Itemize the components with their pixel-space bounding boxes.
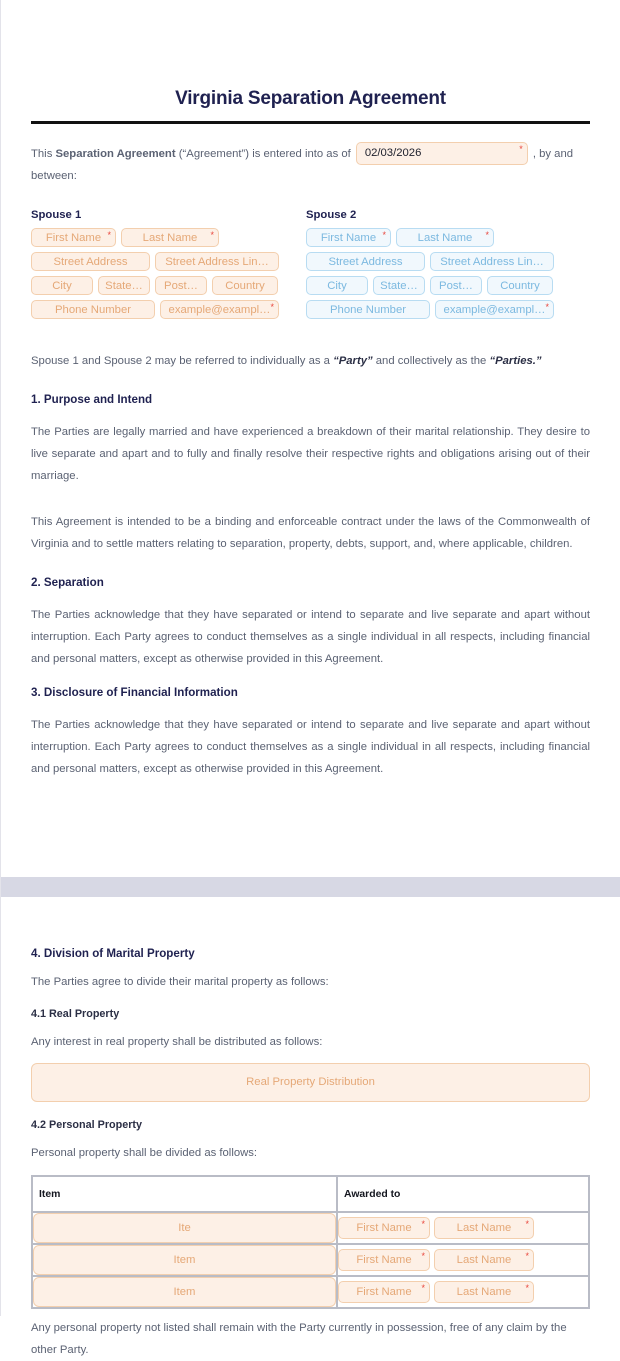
required-asterisk-icon: * <box>270 302 274 312</box>
spouse-2-city-input[interactable]: City <box>306 276 368 295</box>
spouse-1-postal-code-input[interactable]: Post… <box>155 276 207 295</box>
spouse-1-street-address-2-input[interactable]: Street Address Lin… <box>155 252 279 271</box>
spouse-2-phone-input[interactable]: Phone Number <box>306 300 430 319</box>
spouse-1-name-row <box>31 228 306 247</box>
spouse-2-street-address-2-input[interactable]: Street Address Lin… <box>430 252 554 271</box>
table-row <box>32 1276 589 1308</box>
spouse-2-name-row <box>306 228 581 247</box>
spouse-2-block <box>306 209 581 324</box>
parties-definition-paragraph: Spouse 1 and Spouse 2 may be referred to individually as a “Party” and collectively as the “Parties.” <box>31 355 542 367</box>
required-asterisk-icon: * <box>485 230 489 240</box>
party-term: “Party” <box>333 355 373 367</box>
awarded-first-name-row-3[interactable]: First Name * <box>338 1281 430 1303</box>
spouse-2-first-name-input[interactable]: First Name * <box>306 228 391 247</box>
intro-italic-agreement: Agreement <box>186 147 242 160</box>
cell-awarded-to <box>337 1244 589 1276</box>
page-break-divider <box>0 877 620 897</box>
section-2-heading: 2. Separation <box>31 576 104 589</box>
personal-property-table <box>31 1175 590 1309</box>
spouse-2-country-input[interactable]: Country <box>487 276 553 295</box>
required-asterisk-icon: * <box>525 1219 529 1229</box>
required-asterisk-icon: * <box>519 144 523 154</box>
spouse-1-street-address-input[interactable]: Street Address <box>31 252 150 271</box>
awarded-last-name-row-1[interactable]: Last Name * <box>434 1217 534 1239</box>
intro-part-1: This <box>31 147 56 160</box>
spouse-1-last-name-input[interactable]: Last Name * <box>121 228 219 247</box>
spouse-1-state-input[interactable]: State… <box>98 276 150 295</box>
cell-item <box>32 1212 337 1244</box>
section-2-paragraph-1: The Parties acknowledge that they have separated or intend to separate and live separate and apart without interruption. Each Party agrees to conduct themselves as a single individual in all respects, including financial and personal matters, except as otherwise provided in this Agreement. <box>31 609 590 665</box>
required-asterisk-icon: * <box>421 1251 425 1261</box>
section-4-1-heading: 4.1 Real Property <box>31 1008 120 1020</box>
section-3-heading: 3. Disclosure of Financial Information <box>31 686 238 699</box>
section-4-heading: 4. Division of Marital Property <box>31 947 195 960</box>
cell-awarded-to <box>337 1212 589 1244</box>
spouse-1-phone-input[interactable]: Phone Number <box>31 300 155 319</box>
required-asterisk-icon: * <box>210 230 214 240</box>
column-header-awarded-to: Awarded to <box>337 1176 589 1212</box>
spouse-1-first-name-input[interactable]: First Name * <box>31 228 116 247</box>
agreement-date-input[interactable] <box>356 142 528 165</box>
spouse-1-city-input[interactable]: City <box>31 276 93 295</box>
intro-part-2: (“ <box>175 147 187 160</box>
cell-item <box>32 1244 337 1276</box>
required-asterisk-icon: * <box>525 1251 529 1261</box>
spouse-1-contact-row <box>31 300 306 319</box>
item-input-row-2[interactable]: Item <box>33 1245 336 1275</box>
spouse-1-street-row <box>31 252 306 271</box>
awarded-last-name-row-2[interactable]: Last Name * <box>434 1249 534 1271</box>
required-asterisk-icon: * <box>421 1283 425 1293</box>
awarded-last-name-row-3[interactable]: Last Name * <box>434 1281 534 1303</box>
column-header-item: Item <box>32 1176 337 1212</box>
awarded-first-name-row-2[interactable]: First Name * <box>338 1249 430 1271</box>
spouse-2-postal-code-input[interactable]: Post… <box>430 276 482 295</box>
section-4-lead: The Parties agree to divide their marital property as follows: <box>31 976 329 988</box>
cell-item <box>32 1276 337 1308</box>
personal-property-footer-note: Any personal property not listed shall remain with the Party currently in possession, free of any claim by the other Party. <box>31 1322 567 1356</box>
intro-paragraph <box>31 142 590 187</box>
cell-awarded-to <box>337 1276 589 1308</box>
spouses-container <box>31 209 590 324</box>
intro-text-lead <box>31 143 351 165</box>
spouse-2-contact-row <box>306 300 581 319</box>
spouse-1-locale-row <box>31 276 306 295</box>
section-3-paragraph-1: The Parties acknowledge that they have separated or intend to separate and live separate and apart without interruption. Each Party agrees to conduct themselves as a single individual in all respects, including financial and personal matters, except as otherwise provided in this Agreement. <box>31 719 590 775</box>
spouse-2-locale-row <box>306 276 581 295</box>
required-asterisk-icon: * <box>107 230 111 240</box>
item-input-row-1[interactable]: Ite <box>33 1213 336 1243</box>
spouse-2-heading: Spouse 2 <box>306 209 357 221</box>
section-4-1-lead: Any interest in real property shall be distributed as follows: <box>31 1036 323 1048</box>
section-1-heading: 1. Purpose and Intend <box>31 393 153 406</box>
spouse-1-heading: Spouse 1 <box>31 209 82 221</box>
intro-part-5: between: <box>31 170 77 182</box>
section-1-paragraph-1: The Parties are legally married and have experienced a breakdown of their marital relationship. They desire to live separate and apart and to fully and finally resolve their respective rights and obligations arising out of their marriage. <box>31 426 590 482</box>
section-4-2-heading: 4.2 Personal Property <box>31 1119 143 1131</box>
spouse-2-last-name-input[interactable]: Last Name * <box>396 228 494 247</box>
table-row <box>32 1244 589 1276</box>
real-property-distribution-textarea[interactable]: Real Property Distribution <box>31 1063 590 1102</box>
spouse-2-email-input[interactable]: example@exampl… * <box>435 300 554 319</box>
required-asterisk-icon: * <box>545 302 549 312</box>
section-1-paragraph-2: This Agreement is intended to be a binding and enforceable contract under the laws of the Commonwealth of Virginia and to settle matters relating to separation, property, debts, support, and, where applicable, children. <box>31 516 590 550</box>
table-row <box>32 1212 589 1244</box>
section-4-2-lead: Personal property shall be divided as follows: <box>31 1147 258 1159</box>
spouse-1-email-input[interactable]: example@exampl… * <box>160 300 279 319</box>
item-input-row-3[interactable]: Item <box>33 1277 336 1307</box>
intro-part-4: , by and <box>532 147 574 160</box>
required-asterisk-icon: * <box>421 1219 425 1229</box>
intro-bold-agreement: Separation Agreement <box>55 147 176 160</box>
awarded-first-name-row-1[interactable]: First Name * <box>338 1217 430 1239</box>
spouse-1-country-input[interactable]: Country <box>212 276 278 295</box>
parties-term: “Parties.” <box>489 355 542 367</box>
required-asterisk-icon: * <box>382 230 386 240</box>
intro-part-3: ”) is entered into as of <box>241 147 351 160</box>
table-header-row <box>32 1176 589 1212</box>
page-title: Virginia Separation Agreement <box>175 88 446 109</box>
title-divider <box>31 121 590 124</box>
spouse-1-block <box>31 209 306 324</box>
document-page-2 <box>0 897 620 1356</box>
spouse-2-street-address-input[interactable]: Street Address <box>306 252 425 271</box>
required-asterisk-icon: * <box>525 1283 529 1293</box>
spouse-2-street-row <box>306 252 581 271</box>
spouse-2-state-input[interactable]: State… <box>373 276 425 295</box>
agreement-date-value: 02/03/2026 <box>364 147 422 159</box>
